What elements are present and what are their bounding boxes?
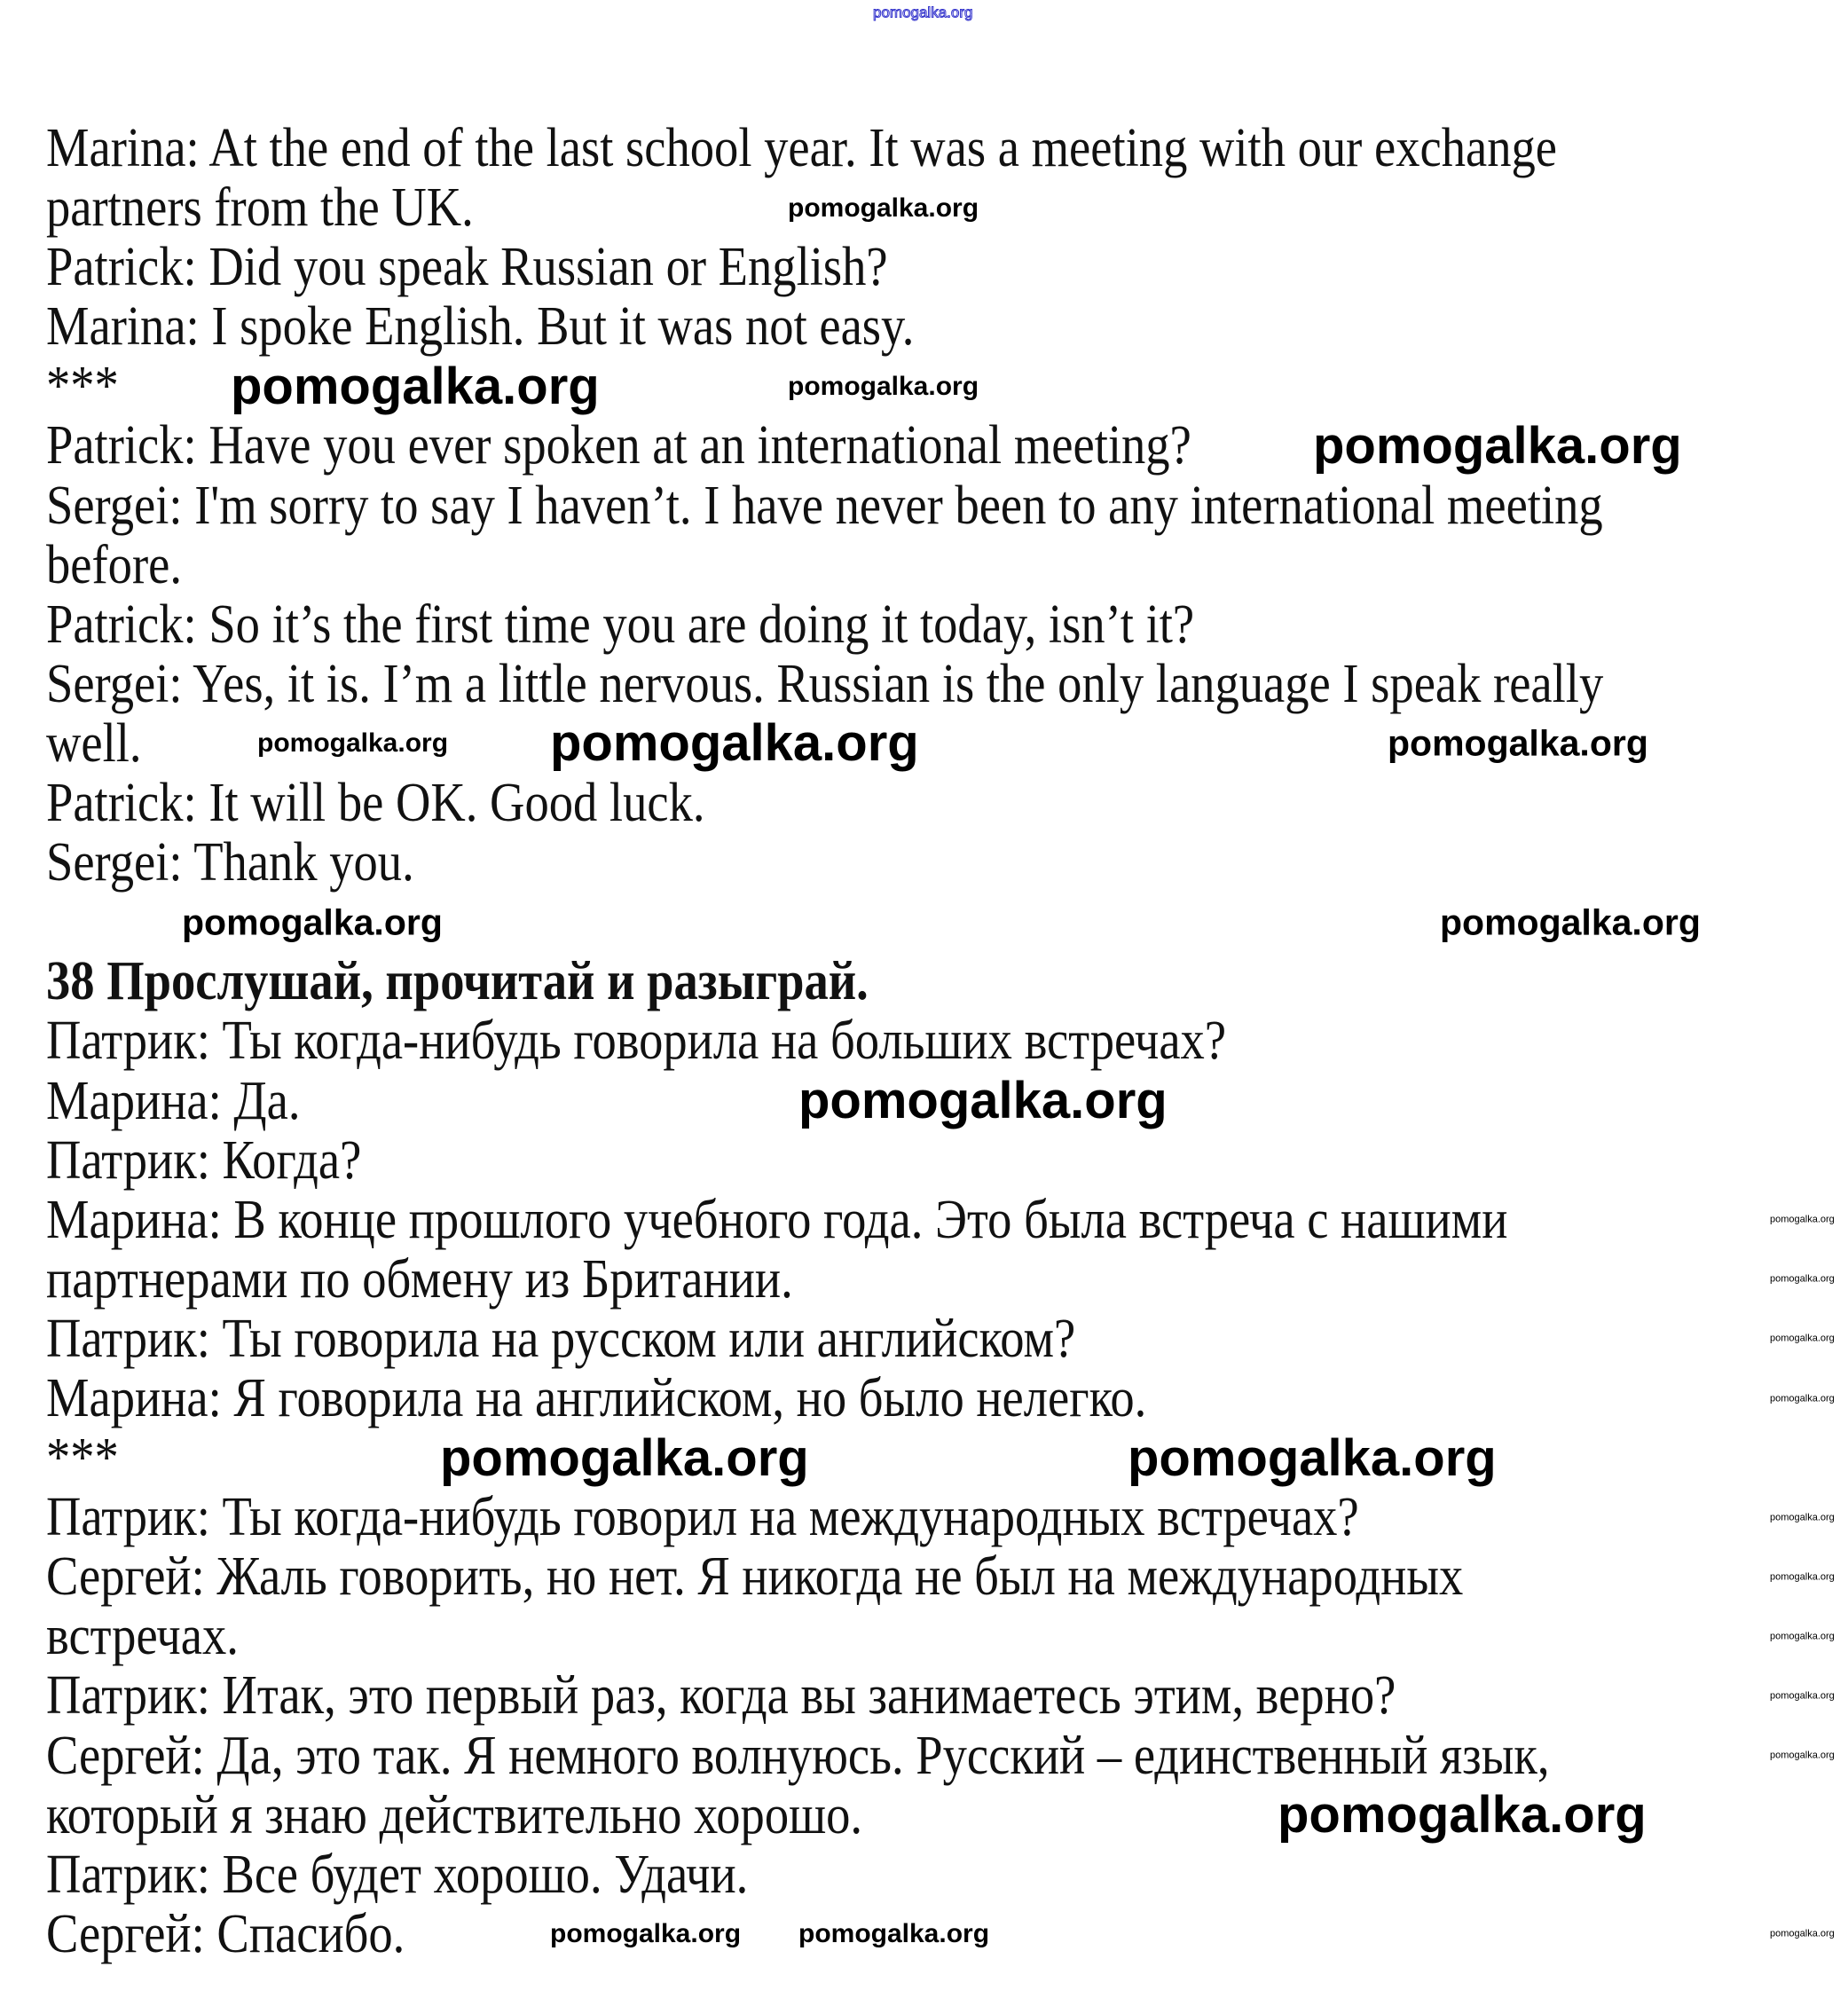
watermark: pomogalka.org bbox=[1770, 1512, 1835, 1523]
watermark: pomogalka.org bbox=[1770, 1333, 1835, 1344]
dialogue-line: Сергей: Спасибо. bbox=[46, 1903, 405, 1964]
watermark: pomogalka.org bbox=[1128, 1429, 1497, 1487]
dialogue-line: Патрик: Ты когда-нибудь говорил на международных встречах? bbox=[46, 1487, 1359, 1548]
watermark: pomogalka.org bbox=[1770, 1690, 1835, 1702]
dialogue-line: Патрик: Ты говорила на русском или английском? bbox=[46, 1308, 1076, 1369]
watermark: pomogalka.org bbox=[440, 1429, 809, 1487]
watermark: pomogalka.org bbox=[1770, 1214, 1835, 1225]
dialogue-line: Патрик: Когда? bbox=[46, 1129, 362, 1191]
watermark: pomogalka.org bbox=[1278, 1786, 1647, 1844]
watermark: pomogalka.org bbox=[231, 358, 600, 415]
watermark: pomogalka.org bbox=[1313, 417, 1682, 475]
dialogue-line: Patrick: So it’s the first time you are doing it today, isn’t it? bbox=[46, 594, 1195, 655]
section-separator: *** bbox=[46, 356, 119, 417]
dialogue-line: который я знаю действительно хорошо. bbox=[46, 1784, 863, 1845]
watermark: pomogalka.org bbox=[1770, 1273, 1835, 1285]
watermark: pomogalka.org bbox=[798, 1919, 990, 1948]
watermark: pomogalka.org bbox=[788, 193, 979, 223]
dialogue-line: Sergei: I'm sorry to say I haven’t. I have never been to any international meeting bbox=[46, 475, 1603, 536]
watermark: pomogalka.org bbox=[1770, 1750, 1835, 1761]
watermark: pomogalka.org bbox=[182, 901, 443, 943]
watermark: pomogalka.org bbox=[550, 714, 919, 772]
watermark: pomogalka.org bbox=[257, 728, 449, 758]
dialogue-line: before. bbox=[46, 534, 182, 595]
dialogue-line: Сергей: Жаль говорить, но нет. Я никогда не был на международных bbox=[46, 1546, 1464, 1608]
dialogue-line: Патрик: Итак, это первый раз, когда вы занимаетесь этим, верно? bbox=[46, 1665, 1396, 1727]
dialogue-line: Марина: Я говорила на английском, но было нелегко. bbox=[46, 1367, 1147, 1428]
dialogue-line: partners from the UK. bbox=[46, 177, 474, 239]
dialogue-line: Patrick: Did you speak Russian or English? bbox=[46, 237, 888, 298]
dialogue-line: Patrick: It will be OK. Good luck. bbox=[46, 773, 705, 834]
dialogue-line: Sergei: Yes, it is. I’m a little nervous. Russian is the only language I speak really bbox=[46, 653, 1604, 714]
watermark: pomogalka.org bbox=[1388, 722, 1648, 764]
dialogue-line: Marina: At the end of the last school year. It was a meeting with our exchange bbox=[46, 118, 1557, 178]
watermark: pomogalka.org bbox=[873, 4, 973, 21]
watermark: pomogalka.org bbox=[1440, 901, 1701, 943]
dialogue-line: well. bbox=[46, 712, 142, 774]
watermark: pomogalka.org bbox=[1770, 1928, 1835, 1939]
watermark: pomogalka.org bbox=[1770, 1571, 1835, 1583]
watermark: pomogalka.org bbox=[798, 1072, 1168, 1129]
dialogue-line: Марина: Да. bbox=[46, 1070, 301, 1131]
dialogue-line: Патрик: Все будет хорошо. Удачи. bbox=[46, 1844, 749, 1905]
dialogue-line: Patrick: Have you ever spoken at an international meeting? bbox=[46, 415, 1191, 476]
dialogue-line: Сергей: Да, это так. Я немного волнуюсь. Русский – единственный язык, bbox=[46, 1725, 1550, 1786]
dialogue-line: Sergei: Thank you. bbox=[46, 832, 414, 893]
exercise-heading: 38 Прослушай, прочитай и разыграй. bbox=[46, 951, 869, 1012]
watermark: pomogalka.org bbox=[1770, 1393, 1835, 1404]
dialogue-line: партнерами по обмену из Британии. bbox=[46, 1248, 793, 1310]
watermark: pomogalka.org bbox=[788, 372, 979, 401]
dialogue-line: Марина: В конце прошлого учебного года. Это была встреча с нашими bbox=[46, 1189, 1508, 1250]
dialogue-line: Marina: I spoke English. But it was not easy. bbox=[46, 296, 915, 358]
dialogue-line: Патрик: Ты когда-нибудь говорила на больших встречах? bbox=[46, 1011, 1227, 1072]
watermark: pomogalka.org bbox=[1770, 1631, 1835, 1642]
watermark: pomogalka.org bbox=[550, 1919, 742, 1948]
section-separator: *** bbox=[46, 1428, 119, 1489]
dialogue-line: встречах. bbox=[46, 1606, 239, 1667]
